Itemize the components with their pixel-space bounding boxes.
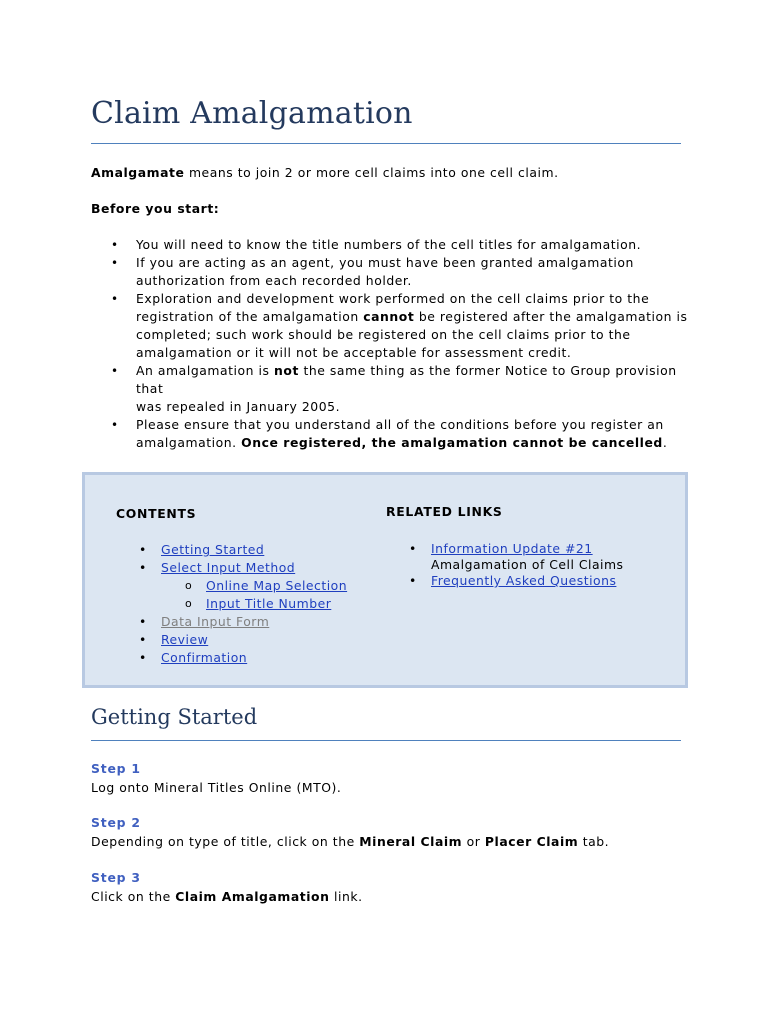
title-rule (91, 143, 681, 144)
toc-link-online-map-selection[interactable]: Online Map Selection (206, 578, 348, 593)
toc-link-input-title-number[interactable]: Input Title Number (206, 596, 332, 611)
toc-item-select-input-method (116, 559, 347, 577)
contents-list (116, 541, 347, 667)
link-information-update-21[interactable]: Information Update #21 (431, 541, 593, 556)
before-heading: Before you start: (91, 201, 220, 216)
step-1-text: Log onto Mineral Titles Online (MTO). (91, 780, 342, 795)
list-item: • An amalgamation is not the same thing as the former Notice to Group provision that was repealed in January 2005. (91, 362, 691, 416)
contents-heading: CONTENTS (116, 506, 197, 521)
contents-box (82, 472, 688, 688)
step-3-text: Click on the Claim Amalgamation link. (91, 889, 363, 904)
toc-link-confirmation[interactable]: Confirmation (161, 650, 248, 665)
link-subtitle: Amalgamation of Cell Claims (431, 557, 624, 572)
related-item-faq (386, 573, 624, 589)
toc-item-review (116, 631, 347, 649)
toc-item-online-map-selection (116, 577, 347, 595)
toc-link-data-input-form[interactable]: Data Input Form (161, 614, 270, 629)
section-title: Getting Started (91, 705, 258, 729)
step-2-text: Depending on type of title, click on the Mineral Claim or Placer Claim tab. (91, 834, 610, 849)
step-3-label: Step 3 (91, 870, 141, 885)
list-item: • Exploration and development work performed on the cell claims prior to the registration of the amalgamation cannot be registered after the amalgamation is completed; such work should be registered on the cell claims prior to the amalgamation or it will not be acceptable for assessment credit. (91, 290, 691, 362)
toc-item-confirmation (116, 649, 347, 667)
before-list (91, 236, 691, 452)
list-item: • Please ensure that you understand all of the conditions before you register an amalgamation. Once registered, the amalgamation cannot be cancelled. (91, 416, 691, 452)
list-item: • If you are acting as an agent, you must have been granted amalgamation authorization from each recorded holder. (91, 254, 691, 290)
toc-item-data-input-form (116, 613, 347, 631)
related-links-list (386, 541, 624, 589)
intro-paragraph (91, 164, 559, 182)
toc-link-getting-started[interactable]: Getting Started (161, 542, 265, 557)
list-item: • You will need to know the title numbers of the cell titles for amalgamation. (91, 236, 691, 254)
toc-item-input-title-number (116, 595, 347, 613)
step-1-label: Step 1 (91, 761, 141, 776)
section-rule (91, 740, 681, 741)
page-title: Claim Amalgamation (91, 96, 413, 131)
toc-link-select-input-method[interactable]: Select Input Method (161, 560, 296, 575)
toc-item-getting-started (116, 541, 347, 559)
intro-text: means to join 2 or more cell claims into one cell claim. (184, 165, 559, 180)
related-links-heading: RELATED LINKS (386, 504, 503, 519)
toc-link-review[interactable]: Review (161, 632, 209, 647)
link-faq[interactable]: Frequently Asked Questions (431, 573, 617, 588)
step-2-label: Step 2 (91, 815, 141, 830)
intro-term: Amalgamate (91, 165, 185, 180)
related-item-update-21 (386, 541, 624, 573)
